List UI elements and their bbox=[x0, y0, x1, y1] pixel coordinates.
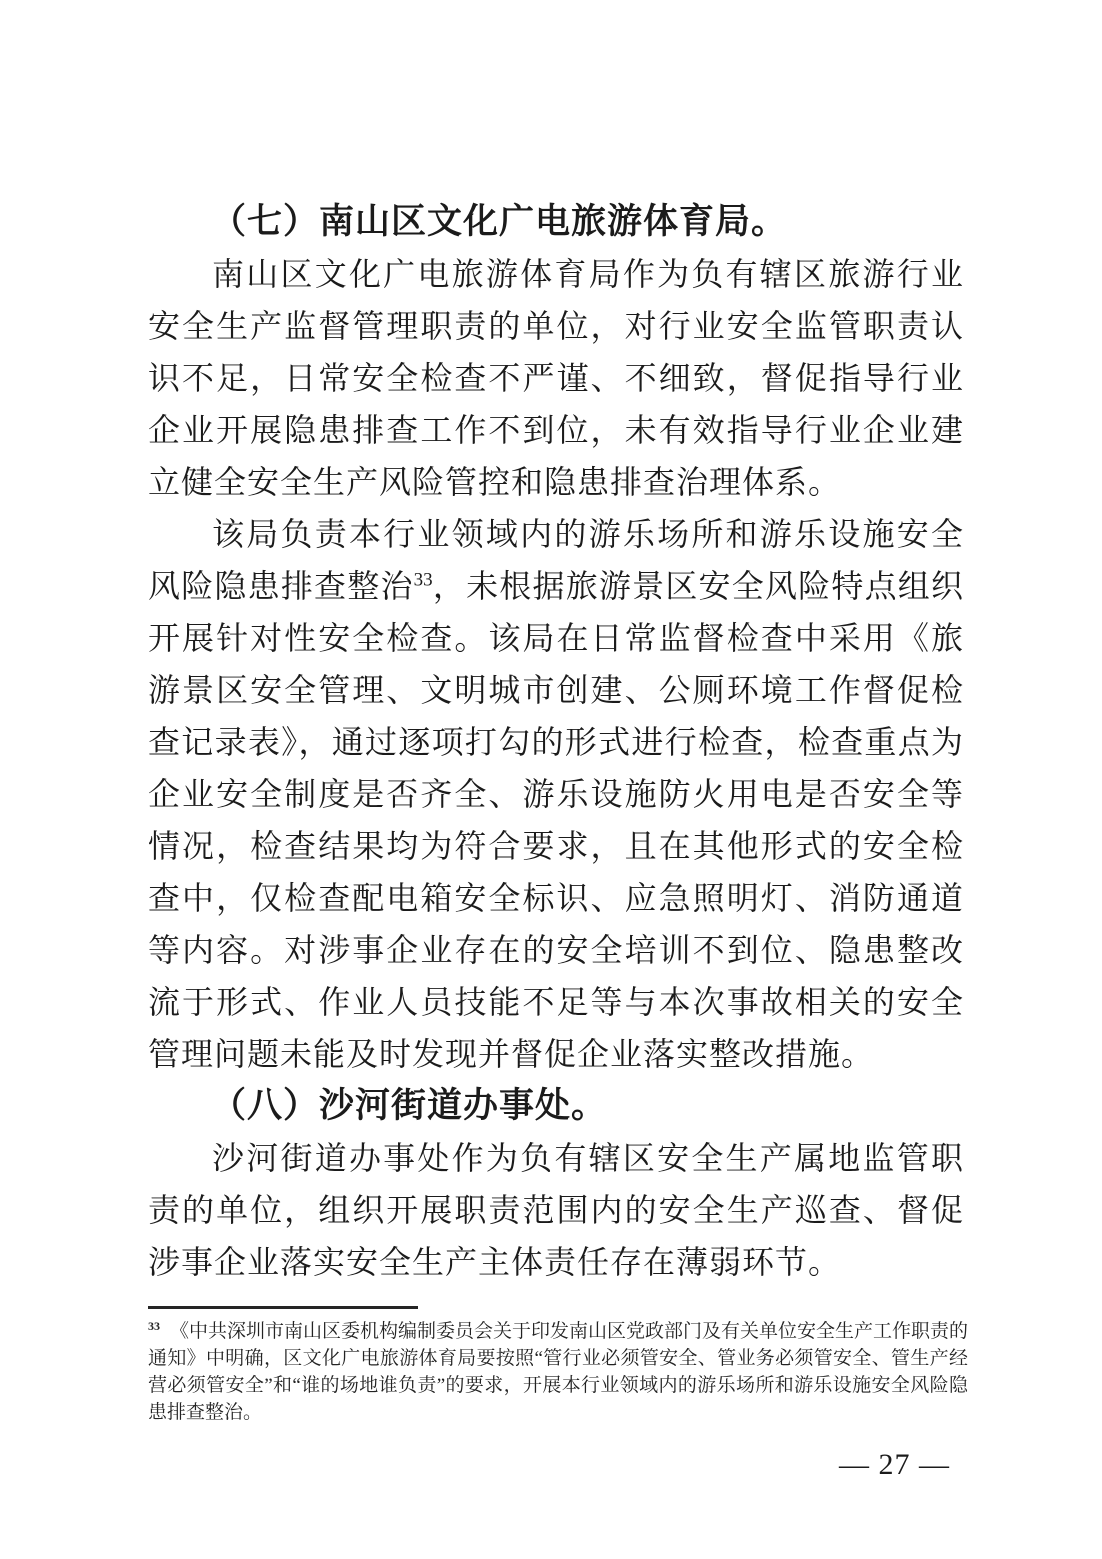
paragraph-text-after-footnote-ref: ，未根据旅游景区安全风险特点组织开展针对性安全检查。该局在日常监督检查中采用《旅游景区安全管理、文明城市创建、公厕环境工作督促检查记录表》，通过逐项打勾的形式进行检查，检查重点为企业安全制度是否齐全、游乐设施防火用电是否安全等情况，检查结果均为符合要求，且在其他形式的安全检查中，仅检查配电箱安全标识、应急照明灯、消防通道等内容。对涉事企业存在的安全培训不到位、隐患整改流于形式、作业人员技能不足等与本次事故相关的安全管理问题未能及时发现并督促企业落实整改措施。 bbox=[148, 568, 964, 1072]
section-7-paragraph-1: 南山区文化广电旅游体育局作为负有辖区旅游行业安全生产监督管理职责的单位，对行业安全监管职责认识不足，日常安全检查不严谨、不细致，督促指导行业企业开展隐患排查工作不到位，未有效指导行业企业建立健全安全生产风险管控和隐患排查治理体系。 bbox=[148, 256, 964, 500]
page-number: — 27 — bbox=[839, 1448, 950, 1481]
section-8-heading: （八）沙河街道办事处。 bbox=[211, 1086, 608, 1125]
footnote-area bbox=[148, 1306, 968, 1426]
section-8-paragraph-1: 沙河街道办事处作为负有辖区安全生产属地监管职责的单位，组织开展职责范围内的安全生产巡查、督促涉事企业落实安全生产主体责任存在薄弱环节。 bbox=[148, 1140, 964, 1280]
footnote-33-marker: 33 bbox=[148, 1318, 160, 1333]
paragraph-text-before-footnote-ref: 该局负责本行业领域内的游乐场所和游乐设施安全风险隐患排查整治 bbox=[148, 516, 964, 604]
footnote-33-reference: 33 bbox=[413, 569, 433, 591]
footnote-separator-line bbox=[148, 1306, 418, 1309]
footnote-33 bbox=[148, 1318, 968, 1426]
footnote-33-text: 《中共深圳市南山区委机构编制委员会关于印发南山区党政部门及有关单位安全生产工作职责的通知》中明确，区文化广电旅游体育局要按照“管行业必须管安全、管业务必须管安全、管生产经营必须管安全”和“谁的场地谁负责”的要求，开展本行业领域内的游乐场所和游乐设施安全风险隐患排查整治。 bbox=[148, 1321, 969, 1423]
section-7-heading: （七）南山区文化广电旅游体育局。 bbox=[211, 202, 788, 241]
section-7-paragraph-2 bbox=[148, 508, 964, 1080]
document-content bbox=[148, 196, 964, 1288]
